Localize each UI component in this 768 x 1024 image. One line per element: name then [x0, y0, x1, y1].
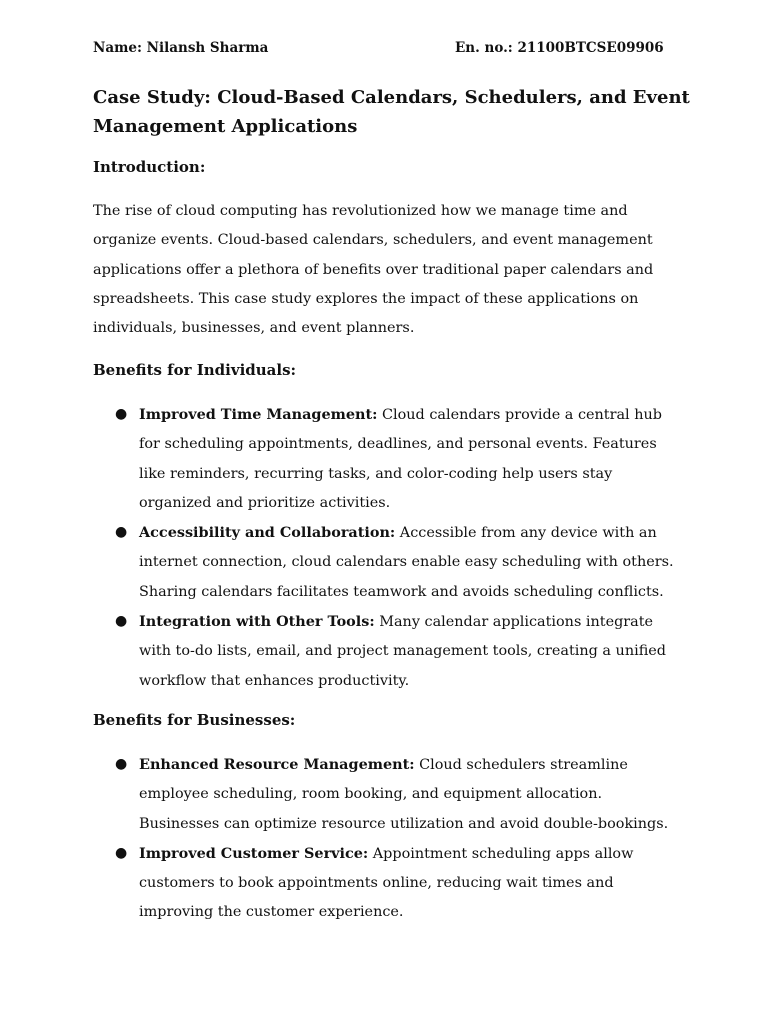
- bullet-icon: ●: [115, 406, 128, 422]
- list-item-text: Many calendar applications integrate with to-do lists, email, and project management tools, creating a unified workflow that enhances productivity.: [139, 614, 667, 689]
- enrollment-label: En. no.:: [455, 40, 513, 56]
- bullet-icon: ●: [115, 524, 128, 541]
- list-item-text: Cloud calendars provide a central hub for scheduling appointments, deadlines, and personal events. Features like reminders, recurring tasks, and color-coding help users stay organized and prioritize activities.: [139, 407, 662, 511]
- list-item-term: Improved Customer Service:: [139, 844, 369, 862]
- name-label: Name:: [93, 40, 142, 56]
- list-item: [93, 518, 683, 607]
- name-value: Nilansh Sharma: [146, 40, 269, 56]
- list-item-text: Accessible from any device with an internet connection, cloud calendars enable easy scheduling with others. Sharing calendars facilitates teamwork and avoids scheduling conflicts.: [139, 525, 674, 600]
- businesses-list: [93, 750, 683, 928]
- introduction-paragraph: The rise of cloud computing has revolutionized how we manage time and organize events. Cloud-based calendars, schedulers, and event management applications offer a plethora of benefits over traditional paper calendars and spreadsheets. This case study explores the impact of these applications on individuals, businesses, and event planners.: [93, 203, 654, 337]
- document-title: Case Study: Cloud-Based Calendars, Schedulers, and Event Management Applications: [93, 87, 690, 137]
- list-item: [93, 400, 683, 518]
- bullet-icon: ●: [115, 844, 128, 861]
- list-item-text: Cloud schedulers streamline employee scheduling, room booking, and equipment allocation. Businesses can optimize resource utilization and avoid double-bookings.: [139, 757, 669, 832]
- individuals-heading: Benefits for Individuals:: [93, 361, 297, 379]
- individuals-list: [93, 400, 683, 696]
- list-item-text: Appointment scheduling apps allow customers to book appointments online, reducing wait times and improving the customer experience.: [139, 845, 634, 921]
- enrollment-value: 21100BTCSE09906: [517, 40, 664, 56]
- list-item-term: Accessibility and Collaboration:: [139, 524, 396, 542]
- list-item: [93, 839, 683, 928]
- businesses-heading: Benefits for Businesses:: [93, 711, 296, 729]
- introduction-heading: Introduction:: [93, 158, 206, 176]
- list-item-term: Integration with Other Tools:: [139, 613, 375, 631]
- bullet-icon: ●: [115, 756, 128, 772]
- student-name: [93, 40, 268, 56]
- bullet-icon: ●: [115, 613, 128, 630]
- list-item: [93, 607, 683, 696]
- enrollment-number: [455, 40, 664, 56]
- list-item-term: Improved Time Management:: [139, 406, 378, 423]
- list-item: [93, 750, 683, 839]
- list-item-term: Enhanced Resource Management:: [139, 756, 415, 773]
